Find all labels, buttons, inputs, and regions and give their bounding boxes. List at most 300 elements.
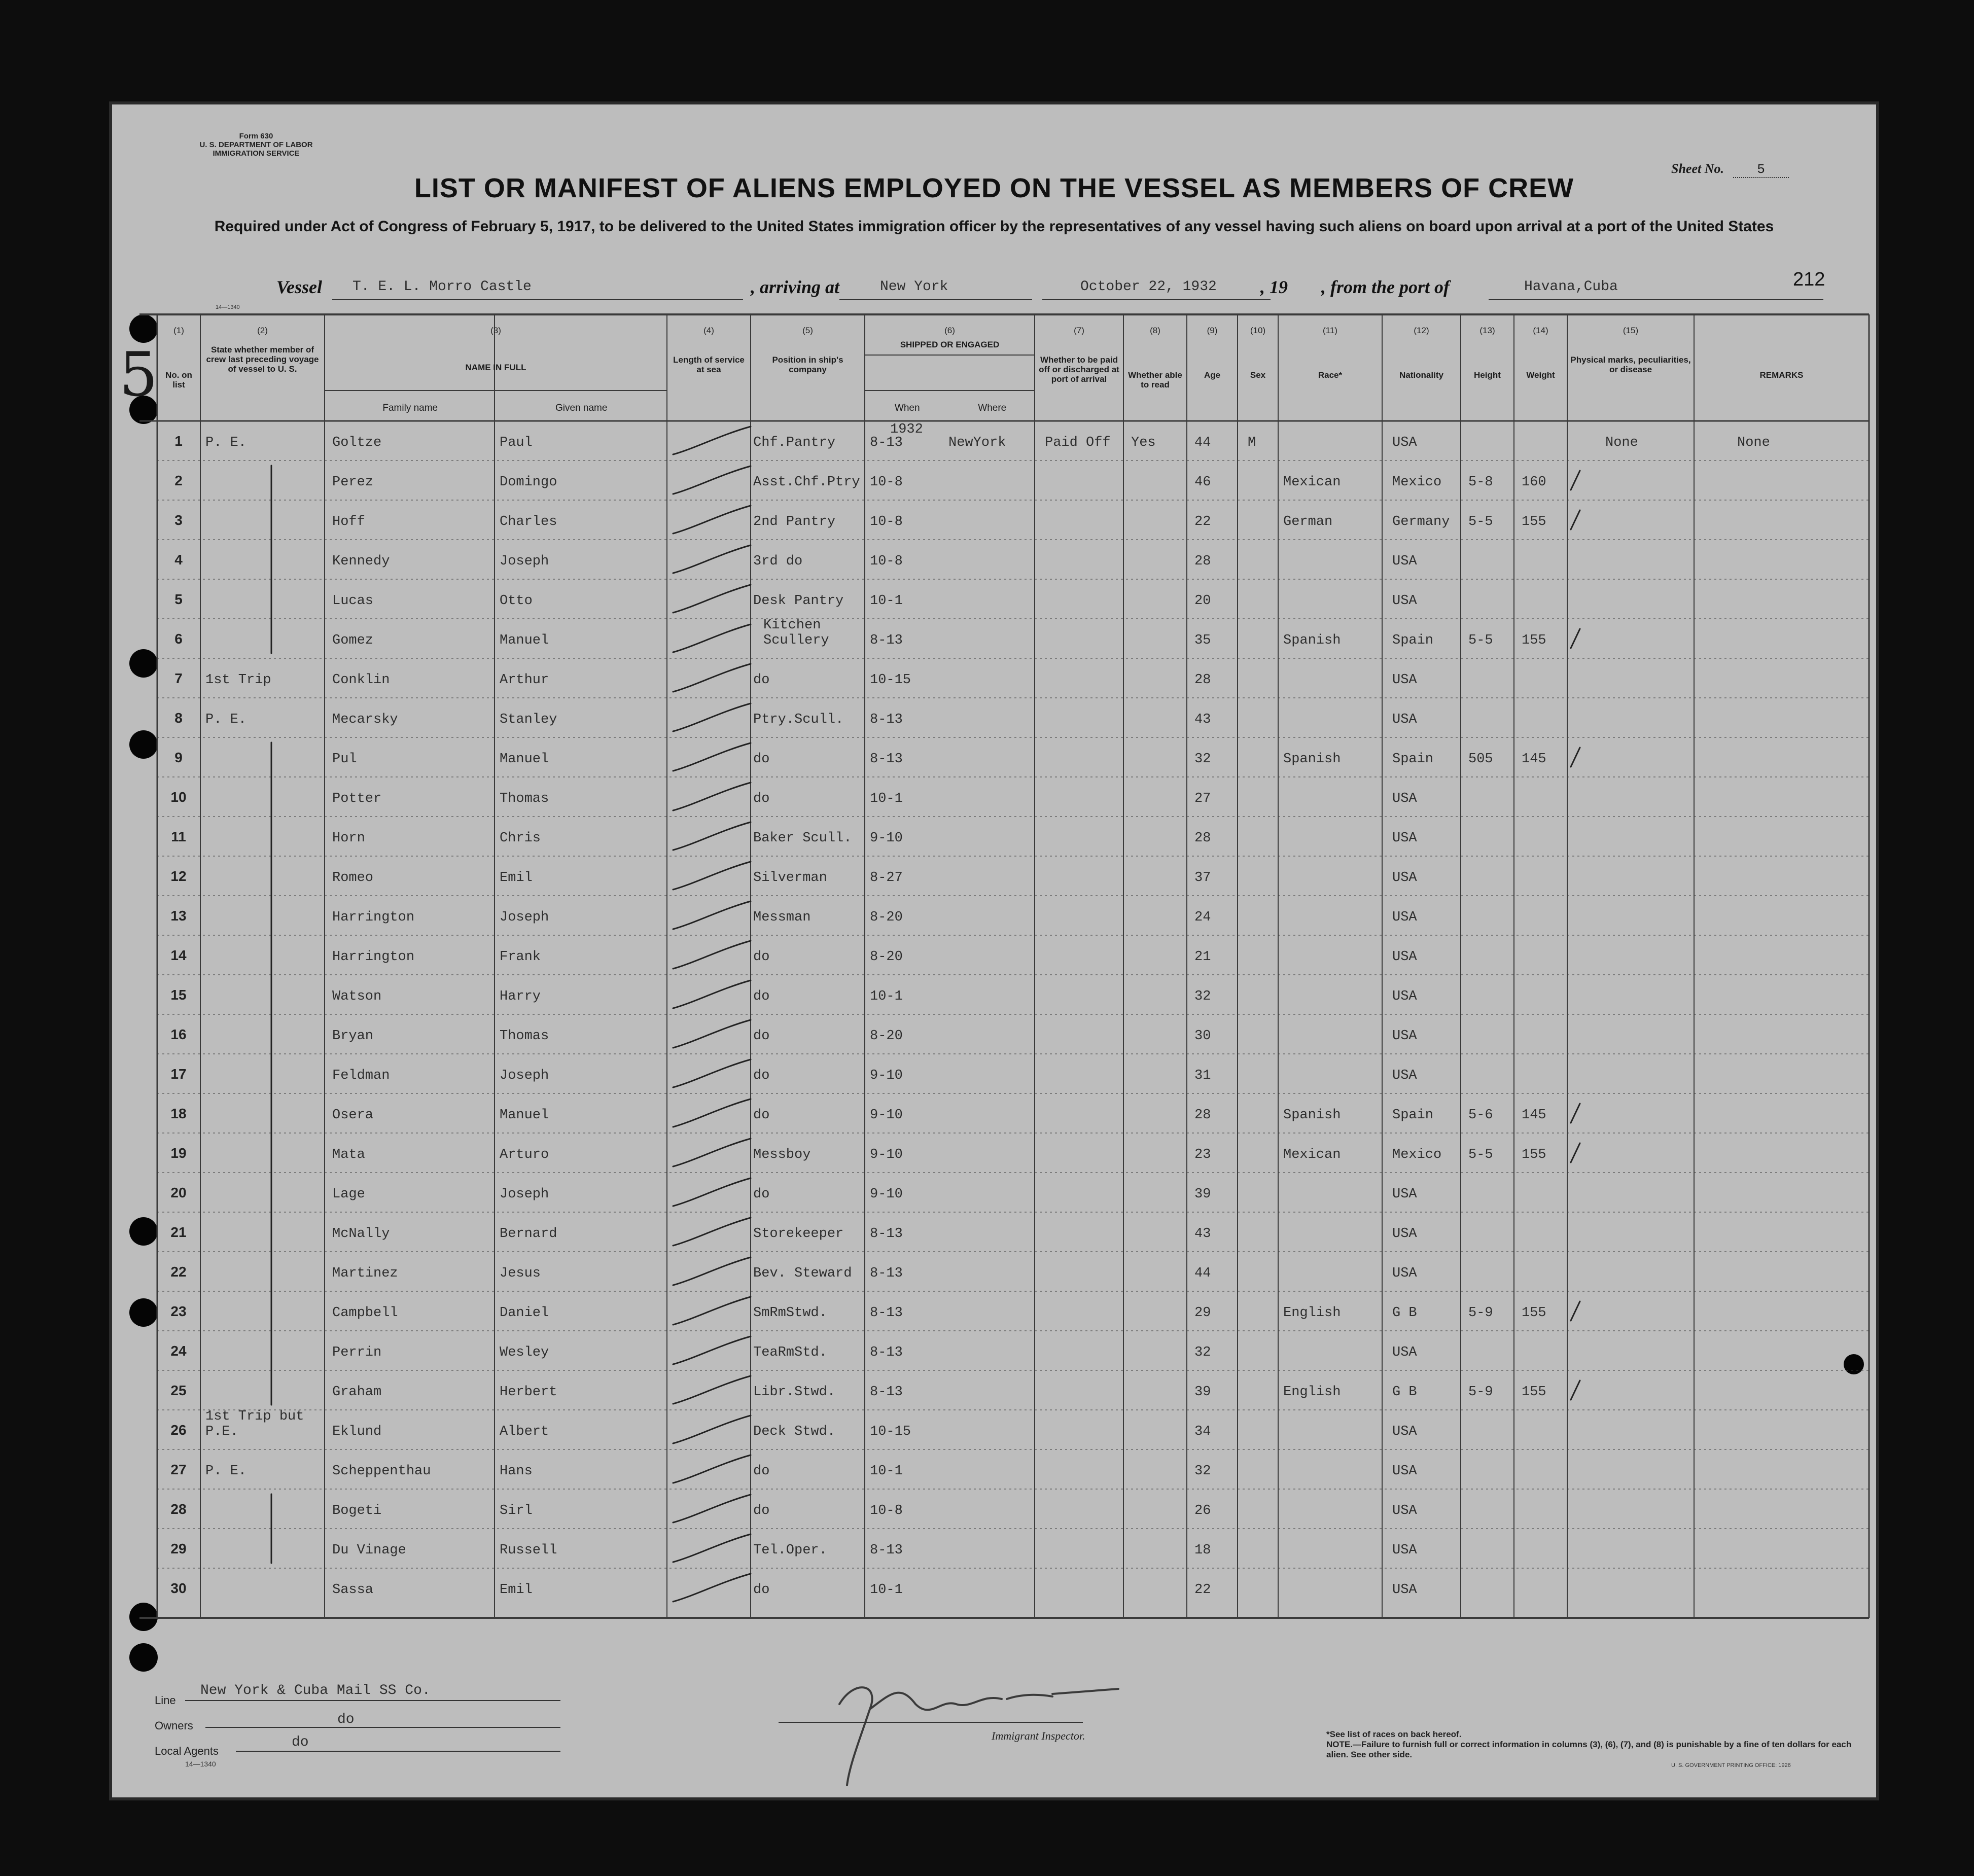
cell-when: 10-15 (870, 1424, 911, 1439)
cell-given: Harry (500, 989, 541, 1004)
cell-family: Feldman (332, 1068, 390, 1083)
cell-family: Scheppenthau (332, 1464, 431, 1479)
cell-when: 9-10 (870, 1147, 903, 1162)
cell-when: 8-20 (870, 910, 903, 925)
cell-position: Silverman (753, 870, 827, 886)
cell-age: 28 (1194, 672, 1211, 688)
cell-when: 8-13 (870, 712, 903, 727)
cell-race: German (1283, 514, 1333, 529)
cell-family: Lage (332, 1187, 365, 1202)
cell-given: Daniel (500, 1305, 549, 1321)
cell-age: 29 (1194, 1305, 1211, 1321)
cell-family: Campbell (332, 1305, 398, 1321)
cell-age: 21 (1194, 949, 1211, 965)
cell-nat: USA (1392, 1029, 1417, 1044)
cell-when: 10-15 (870, 672, 911, 688)
cell-when: 10-1 (870, 1582, 903, 1598)
cell-weight: 155 (1522, 1147, 1546, 1162)
column-number: (7) (1074, 326, 1084, 335)
cell-family: Eklund (332, 1424, 382, 1439)
cell-when: 8-13 (870, 435, 903, 450)
cell-given: Arthur (500, 672, 549, 688)
cell-position: SmRmStwd. (753, 1305, 827, 1321)
cell-position: do (753, 1582, 770, 1598)
cell-family: Kennedy (332, 554, 390, 569)
cell-position: do (753, 1108, 770, 1123)
cell-given: Stanley (500, 712, 557, 727)
column-header: Length of service at sea (673, 355, 745, 374)
cell-given: Herbert (500, 1385, 557, 1400)
cell-height: 5-5 (1468, 514, 1493, 529)
cell-age: 44 (1194, 435, 1211, 450)
cell-family: Romeo (332, 870, 374, 886)
cell-prev: P. E. (205, 1464, 247, 1479)
cell-family: Horn (332, 831, 365, 846)
cell-age: 22 (1194, 1582, 1211, 1598)
from-port-label: , from the port of (1321, 277, 1450, 297)
cell-nat: USA (1392, 1345, 1417, 1360)
cell-when: 8-13 (870, 1345, 903, 1360)
column-header: Position in ship's company (772, 355, 843, 374)
cell-nat: USA (1392, 1464, 1417, 1479)
cell-height: 5-6 (1468, 1108, 1493, 1123)
cell-position: Messboy (753, 1147, 811, 1162)
cell-family: Potter (332, 791, 382, 806)
cell-when: 10-1 (870, 791, 903, 806)
cell-given: Joseph (500, 910, 549, 925)
owners-label: Owners (155, 1719, 193, 1732)
cell-position: Libr.Stwd. (753, 1385, 836, 1400)
cell-nat: USA (1392, 593, 1417, 609)
vessel-value: T. E. L. Morro Castle (352, 279, 532, 295)
column-number: (2) (257, 326, 268, 335)
row-number: 8 (174, 710, 183, 726)
cell-family: Osera (332, 1108, 374, 1123)
cell-when: 8-20 (870, 1029, 903, 1044)
cell-given: Charles (500, 514, 557, 529)
cell-when: 9-10 (870, 1187, 903, 1202)
cell-position: do (753, 1029, 770, 1044)
cell-age: 32 (1194, 752, 1211, 767)
cell-age: 44 (1194, 1266, 1211, 1281)
cell-race: Spanish (1283, 1108, 1341, 1123)
cell-age: 26 (1194, 1503, 1211, 1518)
cell-nat: USA (1392, 554, 1417, 569)
cell-paid: Paid Off (1045, 435, 1111, 450)
from-port-value: Havana,Cuba (1524, 279, 1618, 295)
cell-position: Desk Pantry (753, 593, 844, 609)
cell-marks: None (1605, 435, 1638, 450)
row-number: 10 (170, 789, 187, 805)
cell-age: 30 (1194, 1029, 1211, 1044)
arrival-date: October 22, 1932 (1080, 279, 1217, 295)
cell-age: 32 (1194, 1464, 1211, 1479)
row-number: 12 (170, 868, 187, 884)
column-subheader: When (894, 403, 920, 413)
cell-given: Jesus (500, 1266, 541, 1281)
cell-given: Sirl (500, 1503, 533, 1518)
cell-age: 32 (1194, 1345, 1211, 1360)
cell-position: Messman (753, 910, 811, 925)
form-number: Form 630 (239, 132, 273, 140)
agents-label: Local Agents (155, 1745, 219, 1757)
cell-remarks: None (1737, 435, 1770, 450)
cell-age: 32 (1194, 989, 1211, 1004)
cell-when: 10-8 (870, 475, 903, 490)
row-number: 4 (174, 552, 183, 568)
column-header: State whether member of crew last preceding voyage of vessel to U. S. (206, 345, 319, 374)
row-number: 18 (170, 1106, 187, 1121)
cell-given: Bernard (500, 1226, 557, 1242)
cell-position: do (753, 1068, 770, 1083)
row-number: 7 (174, 670, 183, 686)
cell-position: Baker Scull. (753, 831, 852, 846)
cell-where: NewYork (948, 435, 1006, 450)
cell-position: do (753, 1187, 770, 1202)
column-number: (15) (1623, 326, 1639, 335)
cell-prev: 1st Trip (205, 672, 271, 688)
manifest-sheet (109, 101, 1879, 1800)
cell-when: 8-13 (870, 1226, 903, 1242)
cell-family: Pul (332, 752, 357, 767)
cell-position: Bev. Steward (753, 1266, 852, 1281)
cell-given: Emil (500, 1582, 533, 1598)
column-number: (8) (1150, 326, 1160, 335)
margin-code: 14—1340 (216, 304, 240, 310)
row-number: 13 (170, 908, 187, 924)
row-number: 27 (170, 1462, 187, 1477)
column-subheader: Given name (555, 403, 608, 413)
cell-nat: G B (1392, 1305, 1417, 1321)
column-number: (5) (802, 326, 813, 335)
cell-given: Joseph (500, 1187, 549, 1202)
cell-when: 9-10 (870, 1108, 903, 1123)
cell-position: do (753, 752, 770, 767)
cell-given: Thomas (500, 791, 549, 806)
row-number: 19 (170, 1145, 187, 1161)
cell-when: 8-13 (870, 1543, 903, 1558)
cell-family: Perrin (332, 1345, 382, 1360)
column-header: SHIPPED OR ENGAGED (900, 340, 1000, 349)
cell-nat: USA (1392, 712, 1417, 727)
cell-height: 5-9 (1468, 1385, 1493, 1400)
cell-age: 31 (1194, 1068, 1211, 1083)
column-header: Race* (1318, 370, 1343, 380)
cell-nat: USA (1392, 1424, 1417, 1439)
cell-age: 34 (1194, 1424, 1211, 1439)
cell-family: Graham (332, 1385, 382, 1400)
cell-position: do (753, 1503, 770, 1518)
cell-age: 35 (1194, 633, 1211, 648)
cell-given: Emil (500, 870, 533, 886)
cell-nat: USA (1392, 1266, 1417, 1281)
cell-weight: 145 (1522, 1108, 1546, 1123)
cell-age: 23 (1194, 1147, 1211, 1162)
cell-family: Bogeti (332, 1503, 382, 1518)
footer-form-code: 14—1340 (185, 1760, 216, 1768)
cell-family: Conklin (332, 672, 390, 688)
cell-age: 18 (1194, 1543, 1211, 1558)
year-label: , 19 (1260, 277, 1288, 297)
cell-family: Mata (332, 1147, 365, 1162)
cell-race: Spanish (1283, 633, 1341, 648)
inspector-label: Immigrant Inspector. (992, 1729, 1085, 1742)
line-label: Line (155, 1694, 176, 1707)
cell-when: 10-1 (870, 1464, 903, 1479)
column-number: (3) (490, 326, 501, 335)
cell-when: 10-1 (870, 989, 903, 1004)
column-number: (14) (1533, 326, 1548, 335)
column-number: (1) (173, 326, 184, 335)
cell-age: 20 (1194, 593, 1211, 609)
cell-given: Otto (500, 593, 533, 609)
column-header: No. on list (165, 370, 192, 390)
cell-weight: 155 (1522, 633, 1546, 648)
cell-height: 5-5 (1468, 1147, 1493, 1162)
row-number: 2 (174, 473, 183, 488)
column-header: Whether to be paid off or discharged at port of arrival (1039, 355, 1119, 384)
cell-position: Tel.Oper. (753, 1543, 827, 1558)
row-number: 11 (171, 829, 186, 844)
column-header: NAME IN FULL (465, 363, 526, 372)
cell-age: 22 (1194, 514, 1211, 529)
cell-when: 10-8 (870, 514, 903, 529)
page-subtitle: Required under Act of Congress of February 5, 1917, to be delivered to the United States immigration officer by the representatives of any vessel having such aliens on board upon arrival at a port of the United States (214, 218, 1774, 235)
cell-position: 2nd Pantry (753, 514, 836, 529)
arriving-value: New York (880, 279, 948, 295)
cell-position: do (753, 1464, 770, 1479)
cell-position: Storekeeper (753, 1226, 844, 1242)
cell-given: Manuel (500, 752, 549, 767)
column-header: Physical marks, peculiarities, or disease (1570, 355, 1691, 374)
cell-position: 3rd do (753, 554, 803, 569)
cell-family: Goltze (332, 435, 382, 450)
row-number: 16 (170, 1027, 187, 1042)
cell-weight: 155 (1522, 1305, 1546, 1321)
cell-family: Mecarsky (332, 712, 398, 727)
cell-age: 37 (1194, 870, 1211, 886)
cell-race: English (1283, 1385, 1341, 1400)
column-number: (6) (944, 326, 955, 335)
cell-position: Kitchen Scullery (763, 618, 829, 648)
row-number: 22 (170, 1264, 187, 1280)
form-service: IMMIGRATION SERVICE (213, 149, 300, 158)
cell-nat: Spain (1392, 1108, 1434, 1123)
cell-prev: P. E. (205, 435, 247, 450)
cell-age: 43 (1194, 1226, 1211, 1242)
cell-position: do (753, 791, 770, 806)
cell-when: 8-13 (870, 1305, 903, 1321)
cell-age: 24 (1194, 910, 1211, 925)
line-value: New York & Cuba Mail SS Co. (200, 1683, 431, 1698)
cell-given: Arturo (500, 1147, 549, 1162)
cell-family: Gomez (332, 633, 374, 648)
cell-age: 46 (1194, 475, 1211, 490)
cell-nat: G B (1392, 1385, 1417, 1400)
cell-family: McNally (332, 1226, 390, 1242)
cell-given: Paul (500, 435, 533, 450)
column-header: Sex (1250, 370, 1266, 380)
footnote (1326, 1729, 1864, 1760)
column-subheader: Where (978, 403, 1007, 413)
cell-nat: USA (1392, 1503, 1417, 1518)
column-number: (12) (1414, 326, 1429, 335)
cell-age: 28 (1194, 831, 1211, 846)
cell-nat: USA (1392, 870, 1417, 886)
cell-age: 28 (1194, 554, 1211, 569)
cell-nat: USA (1392, 989, 1417, 1004)
cell-nat: USA (1392, 435, 1417, 450)
cell-position: do (753, 949, 770, 965)
cell-when: 10-8 (870, 554, 903, 569)
column-header: REMARKS (1759, 370, 1804, 380)
cell-family: Lucas (332, 593, 374, 609)
cell-height: 5-8 (1468, 475, 1493, 490)
cell-nat: USA (1392, 791, 1417, 806)
row-number: 26 (170, 1422, 187, 1438)
cell-nat: Spain (1392, 752, 1434, 767)
cell-nat: Germany (1392, 514, 1450, 529)
cell-given: Hans (500, 1464, 533, 1479)
cell-when: 8-13 (870, 1266, 903, 1281)
cell-height: 5-9 (1468, 1305, 1493, 1321)
cell-age: 28 (1194, 1108, 1211, 1123)
document-number: 212 (1793, 269, 1825, 290)
cell-given: Manuel (500, 633, 549, 648)
cell-read: Yes (1131, 435, 1156, 450)
row-number: 14 (170, 947, 187, 963)
row-number: 17 (170, 1066, 187, 1082)
column-header: Height (1474, 370, 1501, 380)
cell-race: Mexican (1283, 1147, 1341, 1162)
form-department: U. S. DEPARTMENT OF LABOR (199, 140, 313, 149)
row-number: 1 (174, 433, 183, 449)
cell-given: Manuel (500, 1108, 549, 1123)
cell-given: Domingo (500, 475, 557, 490)
column-header: Age (1204, 370, 1221, 380)
cell-nat: USA (1392, 1543, 1417, 1558)
page-title: LIST OR MANIFEST OF ALIENS EMPLOYED ON THE VESSEL AS MEMBERS OF CREW (414, 173, 1574, 203)
cell-nat: Mexico (1392, 1147, 1442, 1162)
cell-nat: USA (1392, 831, 1417, 846)
row-number: 24 (170, 1343, 187, 1359)
cell-given: Frank (500, 949, 541, 965)
cell-age: 39 (1194, 1385, 1211, 1400)
row-number: 30 (170, 1580, 187, 1596)
arriving-label: , arriving at (751, 277, 840, 297)
cell-prev: P. E. (205, 712, 247, 727)
cell-nat: Spain (1392, 633, 1434, 648)
cell-given: Russell (500, 1543, 557, 1558)
row-number: 3 (174, 512, 183, 528)
cell-when: 8-27 (870, 870, 903, 886)
cell-family: Sassa (332, 1582, 374, 1598)
cell-given: Joseph (500, 1068, 549, 1083)
footnote-races: *See list of races on back hereof. (1326, 1729, 1462, 1739)
cell-given: Thomas (500, 1029, 549, 1044)
sheet-value: 5 (1733, 162, 1789, 178)
row-number: 25 (170, 1383, 187, 1398)
column-header: Nationality (1399, 370, 1443, 380)
year-note: 1932 (890, 422, 923, 437)
cell-nat: USA (1392, 1582, 1417, 1598)
cell-when: 8-13 (870, 1385, 903, 1400)
cell-when: 9-10 (870, 1068, 903, 1083)
cell-height: 505 (1468, 752, 1493, 767)
cell-sex: M (1248, 435, 1256, 450)
column-number: (4) (703, 326, 714, 335)
cell-position: Ptry.Scull. (753, 712, 844, 727)
cell-position: Chf.Pantry (753, 435, 836, 450)
cell-age: 43 (1194, 712, 1211, 727)
cell-family: Harrington (332, 910, 415, 925)
cell-when: 9-10 (870, 831, 903, 846)
cell-height: 5-5 (1468, 633, 1493, 648)
cell-age: 27 (1194, 791, 1211, 806)
row-number: 20 (170, 1185, 187, 1200)
printing-office: U. S. GOVERNMENT PRINTING OFFICE: 1926 (1671, 1762, 1791, 1768)
cell-prev: 1st Trip but P.E. (205, 1409, 304, 1439)
cell-given: Joseph (500, 554, 549, 569)
column-number: (9) (1207, 326, 1218, 335)
footnote-penalty: NOTE.—Failure to furnish full or correct information in columns (3), (6), (7), and (8) is punishable by a fine of ten dollars for each alien. See other side. (1326, 1740, 1852, 1759)
inspector-underline (779, 1722, 1083, 1723)
cell-given: Chris (500, 831, 541, 846)
cell-when: 10-1 (870, 593, 903, 609)
cell-family: Du Vinage (332, 1543, 406, 1558)
row-number: 28 (170, 1501, 187, 1517)
cell-when: 8-13 (870, 633, 903, 648)
cell-nat: USA (1392, 672, 1417, 688)
cell-position: TeaRmStd. (753, 1345, 827, 1360)
cell-position: Asst.Chf.Ptry (753, 475, 860, 490)
row-number: 21 (170, 1224, 187, 1240)
cell-weight: 160 (1522, 475, 1546, 490)
cell-position: Deck Stwd. (753, 1424, 836, 1439)
cell-family: Harrington (332, 949, 415, 965)
column-number: (13) (1479, 326, 1495, 335)
cell-weight: 145 (1522, 752, 1546, 767)
sheet-label: Sheet No. (1671, 161, 1724, 176)
cell-nat: USA (1392, 1068, 1417, 1083)
cell-nat: Mexico (1392, 475, 1442, 490)
column-subheader: Family name (382, 403, 438, 413)
cell-family: Hoff (332, 514, 365, 529)
cell-nat: USA (1392, 910, 1417, 925)
column-number: (11) (1323, 326, 1337, 335)
cell-given: Albert (500, 1424, 549, 1439)
cell-weight: 155 (1522, 1385, 1546, 1400)
cell-when: 8-13 (870, 752, 903, 767)
cell-nat: USA (1392, 1226, 1417, 1242)
owners-value: do (337, 1712, 355, 1727)
cell-age: 39 (1194, 1187, 1211, 1202)
cell-position: do (753, 672, 770, 688)
cell-family: Watson (332, 989, 382, 1004)
cell-given: Wesley (500, 1345, 549, 1360)
cell-nat: USA (1392, 1187, 1417, 1202)
cell-race: Mexican (1283, 475, 1341, 490)
row-number: 23 (170, 1303, 187, 1319)
cell-family: Martinez (332, 1266, 398, 1281)
row-number: 6 (174, 631, 183, 647)
column-number: (10) (1250, 326, 1266, 335)
row-number: 5 (174, 591, 183, 607)
agents-value: do (292, 1735, 309, 1750)
vessel-label: Vessel (276, 277, 322, 297)
row-number: 15 (170, 987, 187, 1003)
cell-nat: USA (1392, 949, 1417, 965)
